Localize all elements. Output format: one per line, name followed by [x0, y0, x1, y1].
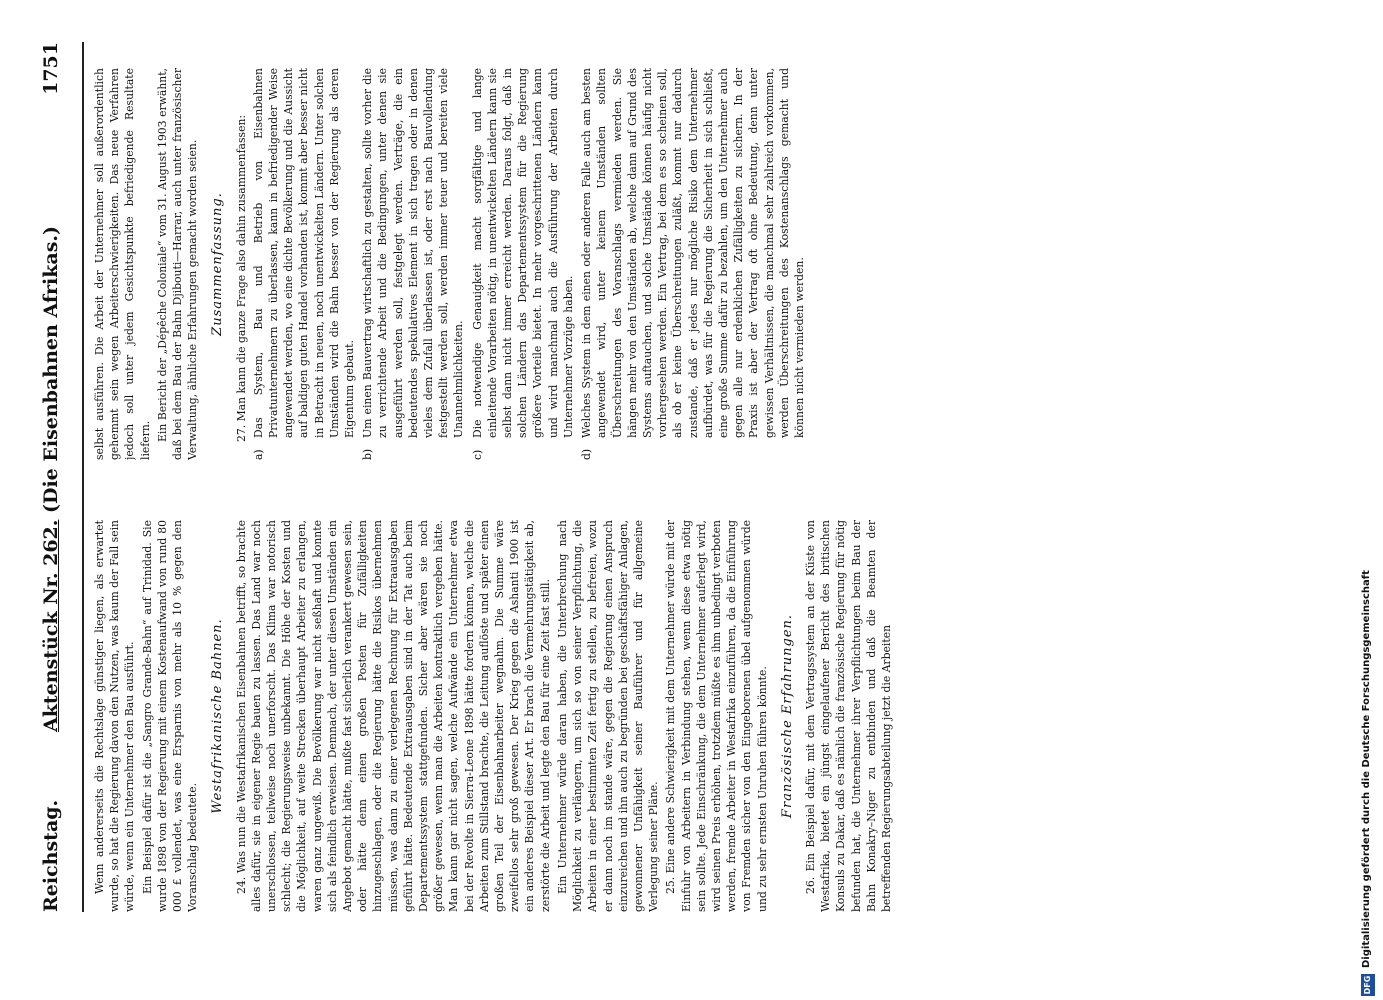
header-reichstag: Reichstag. — [40, 799, 62, 912]
item-marker: d) — [580, 448, 594, 460]
item-text: Die notwendige Genauigkeit macht sorgfältige und lange einleitende Vorarbeiten nötig, in unentwickelten Ländern kann sie selbst dann nicht immer erreicht werden. Daraus folgt, daß in solchen Ländern das Departementssystem für die Regierung größere Vorteile bietet. In mehr vorgeschrittenen Ländern kann und wird manchmal auch die Ausführung der Arbeiten durch Unternehmer Vorzüge haben. — [470, 68, 575, 438]
paragraph-intro: Wenn andererseits die Rechtslage günstiger liegen, als erwartet wurde, so hat die Regierung davon den Nutzen, was kaum der Fall sein würde, wenn ein Unternehmer den Bau ausführt. — [93, 520, 137, 912]
heading-westafrica: Westafrikanische Bahnen. — [210, 618, 226, 814]
paragraph-report: Ein Bericht der „Dépêche Coloniale“ vom 31. August 1903 erwähnt, daß bei dem Bau der Bahn Djibouti—Harrar, auch unter französischer Verwaltung, ähnliche Erfahrungen gemacht worden seien. — [155, 68, 200, 460]
dfg-logo-icon: DFG — [1361, 974, 1375, 996]
left-column — [92, 520, 1383, 912]
summary-item — [251, 68, 357, 460]
heading-summary: Zusammenfassung. — [210, 192, 226, 336]
heading-french: Französische Erfahrungen. — [779, 613, 795, 819]
paragraph-continued: selbst ausführen. Die Arbeit der Unternehmer soll außerordentlich gehemmt sein wegen Arbeiterschwierigkeiten. Das neue Verfahren jedoch soll unter jedem Gesichtspunkte befriedigende Resultate liefern. — [93, 68, 152, 460]
item-marker: b) — [361, 448, 375, 460]
digitization-credit — [1355, 0, 1381, 1000]
paragraph-24: 24. Was nun die Westafrikanischen Eisenbahnen betrifft, so brachte alles dafür, sie in eigener Regie bauen zu lassen. Das Land war noch unerschlossen, teilweise noch unerforscht. Das Klima war notorisch schlecht; die Regierungsweise unbekannt. Die Höhe der Kosten und die Möglichkeit, auf weite Strecken überhaupt Arbeiter zu erlangen, waren ganz ungewiß. Die Bevölkerung war nicht seßhaft und konnte sich als feindlich erweisen. Demnach, der unter diesen Umständen ein Angebot gemacht hätte, mußte fast sicherlich verankert gewesen sein, oder hätte denn einen großen Posten für Zufälligkeiten hinzugeschlagen, oder die Regierung hätte die Risikos übernehmen müssen, was dann zu einer verlegenen Rechnung für Extraausgaben geführt hätte. Bedeutende Extraausgaben sind in der Tat auch beim Departementssystem stattgefunden. Sicher aber wären sie noch größer gewesen, wenn man die Arbeiten kontraktlich vergeben hätte. Man kann gar nicht sagen, welche Aufwände ein Unternehmer etwa bei der Revolte in Sierra-Leone 1898 hätte fordern können, welche die Arbeiten zum Stillstand brachte, die Leitung auflöste und später einen großen Teil der Eisenbahnarbeiter wegnahm. Die Summe wäre zweifellos sehr groß gewesen. Der Krieg gegen die Ashanti 1900 ist ein anderes Beispiel dieser Art. Er brach die Vermehrungstätigkeit ab, zerstörte die Arbeit und legte den Bau für eine Zeit fast still. — [234, 520, 552, 912]
header-subject: (Die Eisenbahnen Afrikas.) — [40, 225, 62, 513]
header-rule — [82, 42, 84, 912]
summary-item — [470, 68, 576, 460]
paragraph-example: Ein Beispiel dafür ist die „Sangro Grande-Bahn“ auf Trinidad. Sie wurde 1898 von der Regierung mit einem Kostenaufwand von rund 80 000 £ vollendet, was eine Ersparnis von mehr als 10 % gegen den Voranschlag bedeutete. — [140, 520, 200, 912]
item-text: Welches System in dem einen oder anderen Falle auch am besten angewendet wird, unter keinem Umständen sollten Überschreitungen des Voranschlags vermieden werden. Sie hängen mehr von den Umständen ab, welche dann auf Grund des Systems auftauchen, und solche Umstände können häufig nicht vorhergesehen werden. Ein Vertrag, bei dem es so scheinen soll, als ob er keine Überschreitungen zuläßt, kommt nur dadurch zustande, daß er jedes nur mögliche Risiko dem Unternehmer aufbürdet, was für die Regierung die Sicherheit in sich schließt, eine große Summe dafür zu bezahlen, um den Unternehmer auch gegen alle nur erdenklichen Zufälligkeiten zu sichern. In der Praxis ist aber der Vertrag oft ohne Bedeutung, denn unter gewissen Verhältnissen, die manchmal sehr zahlreich vorkommen, werden Überschreitungen des Kostenanschlags gemacht und können nicht vermieden werden. — [580, 68, 806, 438]
header-number: 262. — [40, 519, 62, 566]
page-number: 1751 — [40, 42, 62, 95]
paragraph-24b: Ein Unternehmer würde daran haben, die Unterbrechung nach Möglichkeit zu verlängern, um sich so von seiner Verpflichtung, die Arbeiten in einer bestimmten Zeit fertig zu stellen, zu befreien, wozu er dann noch im stande wäre, gegen die Regierung einen Anspruch einzureichen und ihn auch zu begründen bei geschäftsfähiger Anlagen, gewonnener Unfähigkeit seiner Bauführer und für allgemeine Verlegung seiner Pläne. — [555, 520, 661, 912]
running-head — [30, 42, 80, 912]
header-document-title — [40, 226, 62, 732]
header-prefix: Aktenstück Nr. — [40, 572, 62, 732]
summary-item — [579, 68, 807, 460]
item-marker: c) — [470, 449, 484, 460]
paragraph-27: 27. Man kann die ganze Frage also dahin zusammenfassen: — [234, 114, 248, 442]
paragraph-26: 26. Ein Beispiel dafür, mit dem Vertragssystem an der Küste von Westafrika, bietet ein jüngst eingelaufener Bericht des britischen Konsuls zu Dakar, daß es nämlich die französische Regierung für nötig befunden hat, die Unternehmer ihrer Verpflichtungen beim Bau der Bahn Konakry–Niger zu entbinden und daß die Beamten der betreffenden Regierungsabteilung jetzt die Arbeiten — [803, 520, 893, 912]
item-marker: a) — [251, 449, 265, 460]
credit-text: Digitalisierung gefördert durch die Deutsche Forschungsgemeinschaft — [1361, 570, 1372, 968]
item-text: Um einen Bauvertrag wirtschaftlich zu gestalten, sollte vorher die zu verrichtende Arbeit und die Bedingungen, unter denen sie ausgeführt werden soll, festgelegt werden. Verträge, die ein bedeutendes spekulatives Element in sich tragen oder in denen vieles dem Zufall überlassen ist, oder erst nach Bauvollendung festgestellt werden soll, werden immer teuer und bereiten viele Unannehmlichkeiten. — [361, 68, 466, 438]
right-column — [92, 68, 1383, 460]
item-text: Das System, Bau und Betrieb von Eisenbahnen Privatunternehmern zu überlassen, kann in befriedigender Weise angewendet werden, wo eine dichte Bevölkerung und die Aussicht auf baldigen guten Handel vorhanden ist, kommt aber besser nicht in Betracht in neuen, noch unentwickelten Ländern. Unter solchen Umständen wird die Bahn besser von der Regierung als deren Eigentum gebaut. — [251, 68, 357, 438]
summary-item — [360, 68, 466, 460]
paragraph-25: 25. Eine andere Schwierigkeit mit dem Unternehmer würde mit der Einfuhr von Arbeitern in Verbindung stehen, wenn diese etwa nötig sein sollte. Jede Einschränkung, die dem Unternehmer auferlegt wird, wird seinen Preis erhöhen, trotzdem müßte es ihm unbedingt verboten werden, fremde Arbeiter in Westafrika einzuführen, da die Einführung von Fremden sicher von den Eingeborenen übel aufgenommen würde und zu sehr ernsten Unruhen führen könnte. — [664, 520, 769, 912]
